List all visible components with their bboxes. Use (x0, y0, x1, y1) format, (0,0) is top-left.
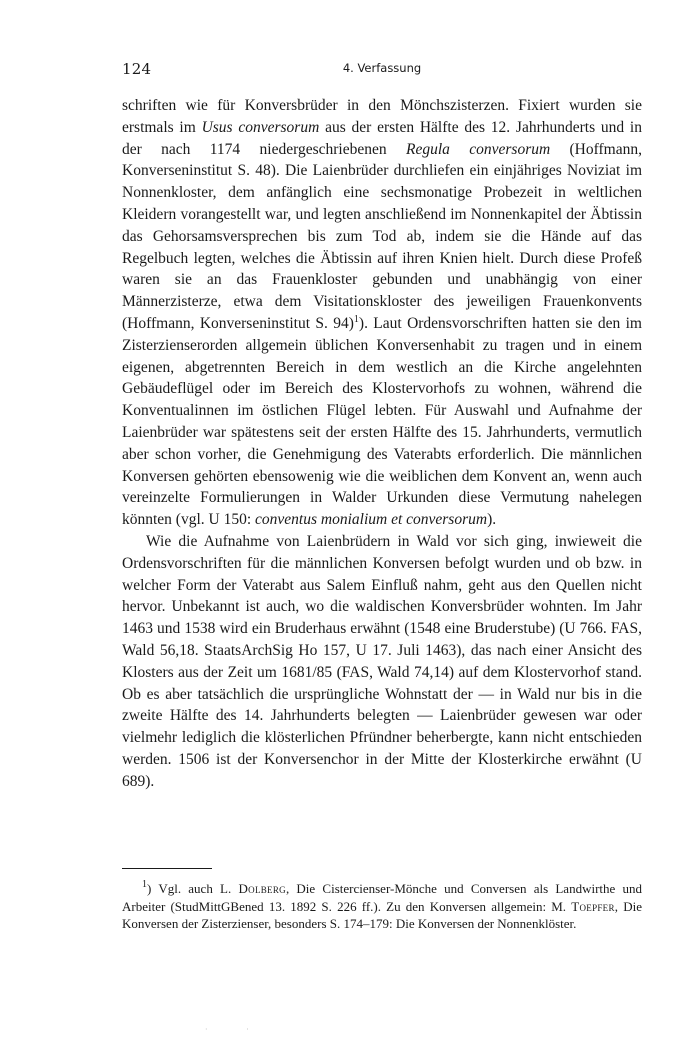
running-head: 4. Verfassung (342, 61, 422, 75)
scan-specks: · · (205, 1025, 267, 1034)
footnote (122, 880, 642, 933)
term-regula-conversorum: Regula conversorum (405, 140, 551, 158)
quote-conventus-monialium: conventus monialium et conversorum (255, 511, 488, 529)
paragraph-1 (122, 95, 642, 531)
paragraph-1-text-c: (Hoffmann, Konverseninstitut S. 48). Die Laienbrüder durchliefen ein einjähriges Noviziat im Nonnenkloster, dem anfänglich eine sechsmonatige Probezeit in weltlichen Kleidern vorangestellt war, und legten anschließend im Nonnenkapitel der Äbtissin das Gehorsamsversprechen bis zum Tod ab, indem sie die Hände auf das Regelbuch legten, welches die Äbtissin auf ihren Knien hielt. Durch diese Profeß waren sie an das Frauenkloster gebunden und unabhängig von einer Männerzisterze, etwa dem Visitationskloster des jeweiligen Frauenkonvents (Hoffmann, Konverseninstitut S. 94) (122, 140, 642, 332)
paragraph-1-text-a: schriften wie für Konversbrüder in den Mönchszisterzen. Fixiert wurden sie erstmals im (122, 97, 642, 136)
paragraph-1-text-b: aus der ersten Hälfte des 12. Jahrhunderts und in der nach 1174 niedergeschriebenen (122, 118, 642, 158)
paragraph-1-text-d: ). Laut Ordensvorschriften hatten sie den im Zisterzienserorden allgemein üblichen Konversenhabit zu tragen und in einem eigenen, abgetrennten Bereich in dem westlich an die Kirche angelehnten Gebäudeflügel oder im Bereich des Klostervorhofs zu wohnen, während die Konventualinnen im östlichen Flügel lebten. Für Auswahl und Aufnahme der Laienbrüder war spätestens seit der ersten Hälfte des 15. Jahrhunderts, vermutlich aber schon vorher, die Genehmigung des Vaterabts erforderlich. Die männlichen Konversen gehörten ebensowenig wie die weiblichen dem Konvent an, wenn auch vereinzelte Formulierungen in Walder Urkunden diese Vermutung nahelegen könnten (vgl. U 150: (122, 314, 642, 529)
term-usus-conversorum: Usus conversorum (201, 118, 320, 136)
page-header (122, 60, 642, 82)
footnote-1 (122, 880, 642, 933)
main-text (122, 95, 642, 793)
page-number: 124 (122, 60, 152, 78)
footnote-divider (122, 868, 212, 869)
paragraph-1-text-e: ). (487, 511, 497, 529)
footnote-text-c: , Die Konversen der Zisterzienser, besonders S. 174–179: Die Konversen der Nonnenklöster. (122, 898, 642, 931)
paragraph-2: Wie die Aufnahme von Laienbrüdern in Wald vor sich ging, inwieweit die Ordensvorschriften für die männlichen Konversen befolgt wurden und ob bzw. in welcher Form der Vaterabt aus Salem Einfluß nahm, geht aus den Quellen nicht hervor. Unbekannt ist auch, wo die waldischen Konversbrüder wohnten. Im Jahr 1463 und 1538 wird ein Bruderhaus erwähnt (1548 eine Bruderstube) (U 766. FAS, Wald 56,18. StaatsArchSig Ho 157, U 17. Juli 1463), das nach einer Ansicht des Klosters aus der Zeit um 1681/85 (FAS, Wald 74,14) auf dem Klostervorhof stand. Ob es aber tatsächlich die ursprüngliche Wohnstatt der — in Wald nur bis in die zweite Hälfte des 14. Jahrhunderts belegten — Laienbrüder gewesen war oder vielmehr lediglich die klösterlichen Pfründner beherbergte, kann nicht entschieden werden. 1506 ist der Konversenchor in der Mitte der Klosterkirche erwähnt (U 689). (122, 532, 642, 790)
footnote-text-b: , Die Cistercienser-Mönche und Conversen als Landwirthe und Arbeiter (StudMittGBened 13. 1892 S. 226 ff.). Zu den Konversen allgemein: M. (122, 881, 642, 914)
author-toepfer: Toepfer (571, 898, 615, 914)
footnote-marker: 1 (142, 879, 147, 890)
footnote-reference[interactable]: 1 (353, 313, 359, 325)
author-dolberg: Dolberg (238, 881, 286, 896)
footnote-text-a: ) Vgl. auch L. (147, 881, 239, 896)
